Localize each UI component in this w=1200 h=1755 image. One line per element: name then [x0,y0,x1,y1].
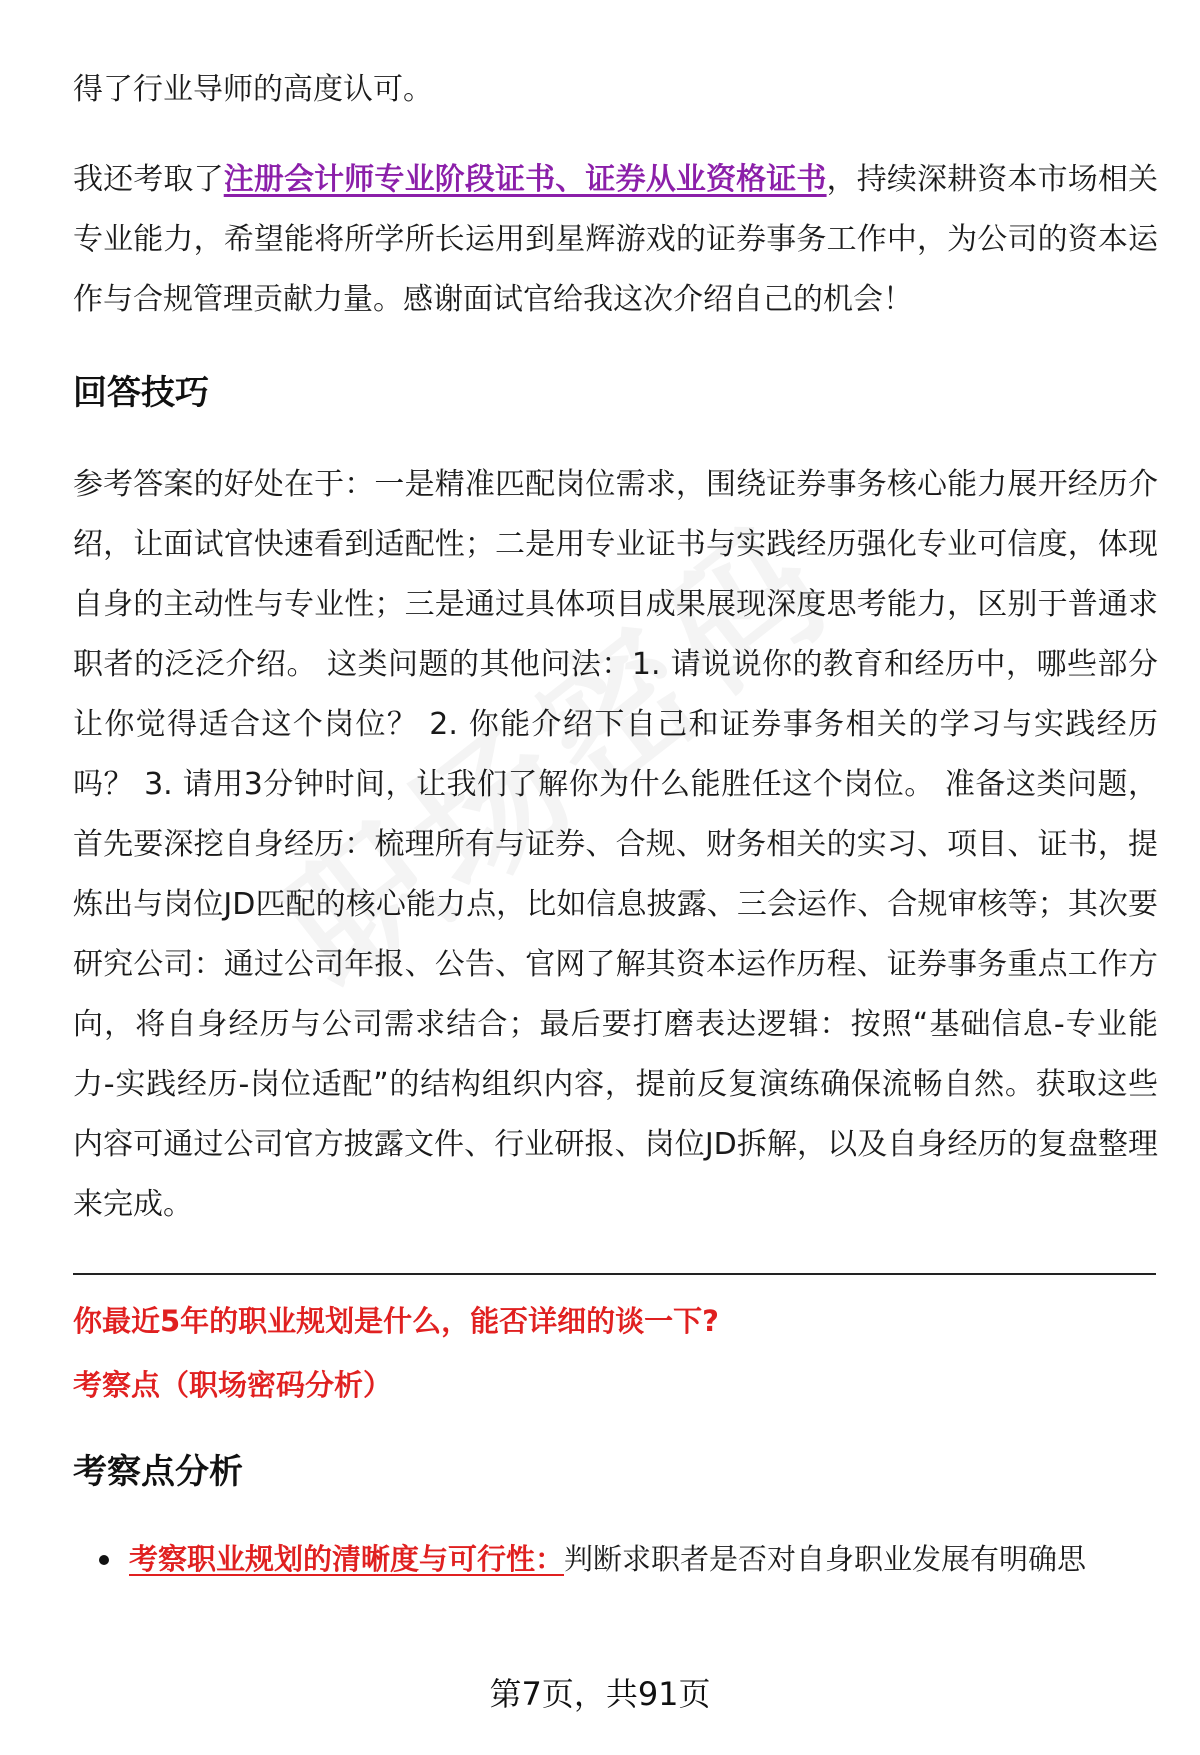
bullet-icon [99,1555,109,1565]
certificate-paragraph [73,150,1158,330]
paragraph-suffix: ，持续深耕资本市场相关专业能力，希望能将所学所长运用到星辉游戏的证券事务工作中，为公司的资本运作与合规管理贡献力量。感谢面试官给我这次介绍自己的机会！ [73,162,1159,317]
page-content [73,60,1158,1581]
page-number: 第7页，共91页 [489,1675,711,1713]
section-heading-examine-analysis: 考察点分析 [73,1452,243,1492]
intro-line: 得了行业导师的高度认可。 [73,72,433,107]
paragraph-prefix: 我还考取了 [73,162,224,197]
bullet-lead: 考察职业规划的清晰度与可行性： [129,1542,565,1576]
certificate-highlight: 注册会计师专业阶段证书、证券从业资格证书 [223,162,827,197]
bullet-text: 判断求职者是否对自身职业发展有明确思 [564,1542,1087,1576]
section-heading-answer-tips: 回答技巧 [73,373,209,413]
list-item [73,1537,1158,1581]
bullet-content [129,1537,1086,1581]
examine-point-label: 考察点（职场密码分析） [73,1368,393,1402]
interview-question: 你最近5年的职业规划是什么，能否详细的谈一下? [73,1304,720,1338]
tips-paragraph: 参考答案的好处在于：一是精准匹配岗位需求，围绕证券事务核心能力展开经历介绍，让面试官快速看到适配性；二是用专业证书与实践经历强化专业可信度，体现自身的主动性与专业性；三是通过具体项目成果展现深度思考能力，区别于普通求职者的泛泛介绍。 这类问题的其他问法：1. 请说说你的教育和经历中，哪些部分让你觉得适合这个岗位？ 2. 你能介绍下自己和证券事务相关的学习与实践经历吗？ 3. 请用3分钟时间，让我们了解你为什么能胜任这个岗位。 准备这类问题，首先要深挖自身经历：梳理所有与证券、合规、财务相关的实习、项目、证书，提炼出与岗位JD匹配的核心能力点，比如信息披露、三会运作、合规审核等；其次要研究公司：通过公司年报、公告、官网了解其资本运作历程、证券事务重点工作方向，将自身经历与公司需求结合；最后要打磨表达逻辑：按照“基础信息-专业能力-实践经历-岗位适配”的结构组织内容，提前反复演练确保流畅自然。获取这些内容可通过公司官方披露文件、行业研报、岗位JD拆解，以及自身经历的复盘整理来完成。 [73,467,1158,1222]
